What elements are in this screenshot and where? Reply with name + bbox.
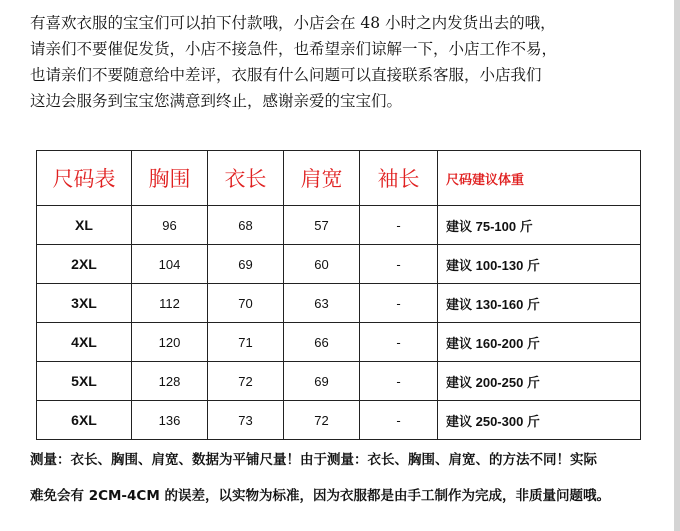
shoulder-cell: 63	[284, 284, 360, 323]
recommend-cell: 建议 100-130 斤	[438, 245, 641, 284]
recommend-cell: 建议 250-300 斤	[438, 401, 641, 440]
measurement-note	[30, 447, 660, 519]
table-row	[37, 362, 641, 401]
sleeve-cell: -	[360, 401, 438, 440]
shoulder-cell: 72	[284, 401, 360, 440]
size-cell: XL	[37, 206, 132, 245]
length-cell: 69	[208, 245, 284, 284]
shoulder-cell: 66	[284, 323, 360, 362]
sleeve-cell: -	[360, 362, 438, 401]
table-row	[37, 401, 641, 440]
header-sleeve: 袖长	[360, 151, 438, 206]
sleeve-cell: -	[360, 323, 438, 362]
note-line: 测量：衣长、胸围、肩宽、数据为平铺尺量！由于测量：衣长、胸围、肩宽、的方法不同！实际	[30, 452, 597, 468]
chest-cell: 136	[132, 401, 208, 440]
shoulder-cell: 57	[284, 206, 360, 245]
intro-line: 这边会服务到宝宝您满意到终止，感谢亲爱的宝宝们。	[30, 92, 403, 110]
header-chest: 胸围	[132, 151, 208, 206]
length-cell: 68	[208, 206, 284, 245]
recommend-cell: 建议 130-160 斤	[438, 284, 641, 323]
intro-line: 有喜欢衣服的宝宝们可以拍下付款哦，小店会在 48 小时之内发货出去的哦，	[30, 14, 556, 32]
shoulder-cell: 60	[284, 245, 360, 284]
length-cell: 73	[208, 401, 284, 440]
shoulder-cell: 69	[284, 362, 360, 401]
header-recommended-weight: 尺码建议体重	[438, 151, 641, 206]
size-cell: 5XL	[37, 362, 132, 401]
chest-cell: 120	[132, 323, 208, 362]
size-cell: 3XL	[37, 284, 132, 323]
size-cell: 2XL	[37, 245, 132, 284]
table-row	[37, 284, 641, 323]
chest-cell: 96	[132, 206, 208, 245]
table-row	[37, 206, 641, 245]
sleeve-cell: -	[360, 284, 438, 323]
size-cell: 6XL	[37, 401, 132, 440]
table-row	[37, 323, 641, 362]
chest-cell: 104	[132, 245, 208, 284]
intro-text	[30, 10, 650, 114]
sleeve-cell: -	[360, 245, 438, 284]
recommend-cell: 建议 75-100 斤	[438, 206, 641, 245]
size-cell: 4XL	[37, 323, 132, 362]
recommend-cell: 建议 160-200 斤	[438, 323, 641, 362]
header-length: 衣长	[208, 151, 284, 206]
table-header-row	[37, 151, 641, 206]
chest-cell: 128	[132, 362, 208, 401]
window-edge	[674, 0, 680, 531]
size-chart-table	[36, 150, 641, 440]
intro-line: 也请亲们不要随意给中差评，衣服有什么问题可以直接联系客服，小店我们	[30, 66, 542, 84]
length-cell: 72	[208, 362, 284, 401]
header-shoulder: 肩宽	[284, 151, 360, 206]
recommend-cell: 建议 200-250 斤	[438, 362, 641, 401]
intro-line: 请亲们不要催促发货，小店不接急件，也希望亲们谅解一下，小店工作不易，	[30, 40, 558, 58]
sleeve-cell: -	[360, 206, 438, 245]
length-cell: 71	[208, 323, 284, 362]
header-size-chart: 尺码表	[37, 151, 132, 206]
chest-cell: 112	[132, 284, 208, 323]
note-line: 难免会有 2CM-4CM 的误差，以实物为标准，因为衣服都是由手工制作为完成，非质量问题哦。	[30, 488, 610, 504]
table-row	[37, 245, 641, 284]
length-cell: 70	[208, 284, 284, 323]
